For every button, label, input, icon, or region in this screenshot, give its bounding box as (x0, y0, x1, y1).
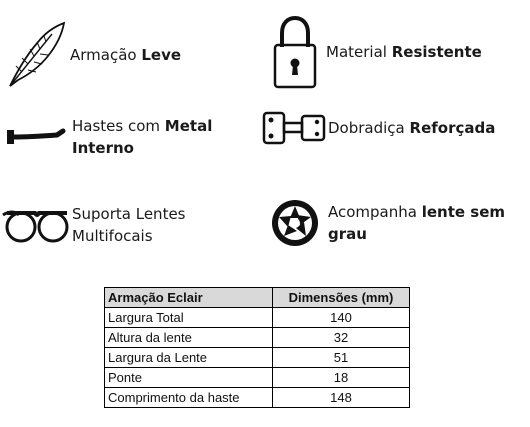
feature-label: Armação Leve (70, 46, 182, 64)
feature-reinforced-hinge (260, 108, 530, 148)
feature-plano-lens (262, 196, 530, 250)
feature-resistant-material (264, 14, 526, 90)
table-header-row (105, 288, 410, 308)
table-row (105, 328, 410, 348)
feature-label: Dobradiça Reforçada (328, 119, 496, 137)
row-label: Comprimento da haste (105, 388, 273, 408)
feature-metal-temples (2, 114, 252, 160)
row-value: 18 (273, 368, 410, 388)
hinge-icon (260, 108, 328, 148)
feature-label: Acompanha lente sem grau (328, 203, 506, 243)
column-header-dimensions: Dimensões (mm) (273, 288, 410, 308)
temple-arm-icon (2, 114, 72, 160)
table-row (105, 348, 410, 368)
row-value: 148 (273, 388, 410, 408)
feature-label: Material Resistente (326, 43, 482, 61)
row-label: Altura da lente (105, 328, 273, 348)
row-label: Largura Total (105, 308, 273, 328)
table-row (105, 308, 410, 328)
feature-multifocal (0, 200, 250, 250)
row-value: 51 (273, 348, 410, 368)
feature-label: Hastes com Metal Interno (72, 117, 213, 157)
glasses-icon (0, 200, 72, 250)
padlock-icon (264, 14, 326, 90)
table-row (105, 388, 410, 408)
row-value: 32 (273, 328, 410, 348)
dimensions-table (104, 287, 410, 408)
table-row (105, 368, 410, 388)
feather-icon (2, 20, 70, 90)
feature-light-frame (2, 20, 252, 90)
row-label: Largura da Lente (105, 348, 273, 368)
column-header-frame: Armação Eclair (105, 288, 273, 308)
row-value: 140 (273, 308, 410, 328)
row-label: Ponte (105, 368, 273, 388)
feature-label: Suporta Lentes Multifocais (72, 205, 186, 245)
aperture-icon (262, 196, 328, 250)
